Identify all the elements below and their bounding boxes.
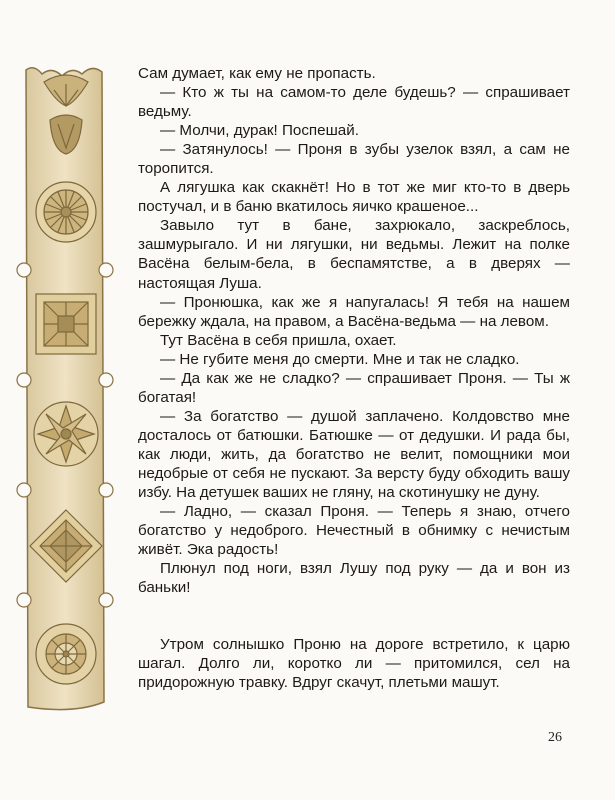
paragraph: — Затянулось! — Проня в зубы узелок взял, а сам не торопится.: [138, 141, 570, 178]
page-number: 26: [548, 730, 562, 745]
carved-wood-ornament: [14, 62, 132, 722]
paragraph: Сам думает, как ему не пропасть.: [138, 65, 376, 82]
paragraph: Плюнул под ноги, взял Лушу под руку — да и вон из баньки!: [138, 560, 570, 597]
paragraph: — Пронюшка, как же я напугалась! Я тебя на нашем бережку ждала, на правом, а Васёна-ведьма — на левом.: [138, 293, 570, 330]
story-text: [138, 64, 570, 692]
paragraph: — За богатство — душой заплачено. Колдовство мне досталось от батюшки. Батюшке — от дедушки. И рада бы, как люди, жить, да богатство не велит, помощники мои недобрые от себя не пускают. За версту буду обходить вашу избу. На детушек ваших не гляну, на скотинушку не дуну.: [138, 407, 570, 502]
paragraph: Тут Васёна в себя пришла, охает.: [160, 331, 397, 349]
paragraph: — Не губите меня до смерти. Мне и так не сладко.: [160, 350, 520, 368]
paragraph: Утром солнышко Проню на дороге встретило, к царю шагал. Долго ли, коротко ли — притомился, сел на придорожную травку. Вдруг скачут, плетьми машут.: [138, 636, 570, 692]
paragraph: А лягушка как скакнёт! Но в тот же миг кто-то в дверь постучал, и в баню вкатилось яичко крашеное...: [138, 179, 570, 216]
paragraph: — Да как же не сладко? — спрашивает Проня. — Ты ж богатая!: [138, 369, 570, 406]
paragraph: Завыло тут в бане, захрюкало, заскреблось, зашмурыгало. И ни лягушки, ни ведьмы. Лежит на полке Васёна белым-бела, в беспамятстве, а в дверях — настоящая Луша.: [138, 217, 570, 292]
paragraph: — Молчи, дурак! Поспешай.: [160, 122, 359, 140]
paragraph: — Кто ж ты на самом-то деле будешь? — спрашивает ведьму.: [138, 84, 570, 121]
paragraph: — Ладно, — сказал Проня. — Теперь я знаю, отчего богатство у недоброго. Нечестный в обнимку с нечистым живёт. Эка радость!: [138, 503, 570, 559]
